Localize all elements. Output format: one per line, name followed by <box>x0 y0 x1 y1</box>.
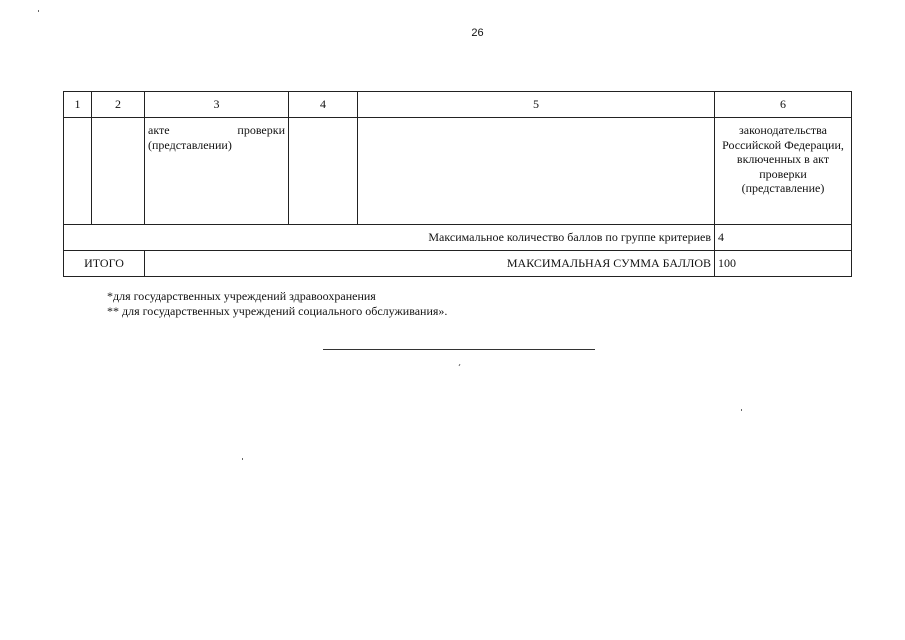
column-header: 2 <box>92 92 145 118</box>
table-cell <box>289 118 358 225</box>
max-sum-label: МАКСИМАЛЬНАЯ СУММА БАЛЛОВ <box>145 251 715 277</box>
scan-speck <box>38 10 39 12</box>
group-max-label: Максимальное количество баллов по группе критериев <box>64 225 715 251</box>
total-row <box>64 251 852 277</box>
column-header: 1 <box>64 92 92 118</box>
table-row <box>64 118 852 225</box>
scan-speck <box>741 409 742 411</box>
total-label: ИТОГО <box>64 251 145 277</box>
column-header: 4 <box>289 92 358 118</box>
column-header: 6 <box>715 92 852 118</box>
max-sum-value: 100 <box>715 251 852 277</box>
criteria-table <box>63 91 852 277</box>
criterion-cell <box>145 118 289 225</box>
footnote: *для государственных учреждений здравоохранения <box>107 289 376 303</box>
criterion-text-line: акте проверки <box>148 123 285 137</box>
source-cell: законодательства Российской Федерации, включенных в акт проверки (представление) <box>715 118 852 225</box>
table-cell <box>92 118 145 225</box>
group-max-value: 4 <box>715 225 852 251</box>
end-rule <box>323 349 595 350</box>
footnote: ** для государственных учреждений социального обслуживания». <box>107 304 448 318</box>
table-cell <box>64 118 92 225</box>
column-header: 3 <box>145 92 289 118</box>
table-header-row <box>64 92 852 118</box>
page-number: 26 <box>471 27 484 39</box>
scan-speck <box>242 458 243 460</box>
group-max-row <box>64 225 852 251</box>
scan-speck <box>459 364 461 366</box>
column-header: 5 <box>358 92 715 118</box>
table-cell <box>358 118 715 225</box>
footnotes <box>107 289 447 319</box>
criterion-text-line: (представлении) <box>148 137 232 152</box>
